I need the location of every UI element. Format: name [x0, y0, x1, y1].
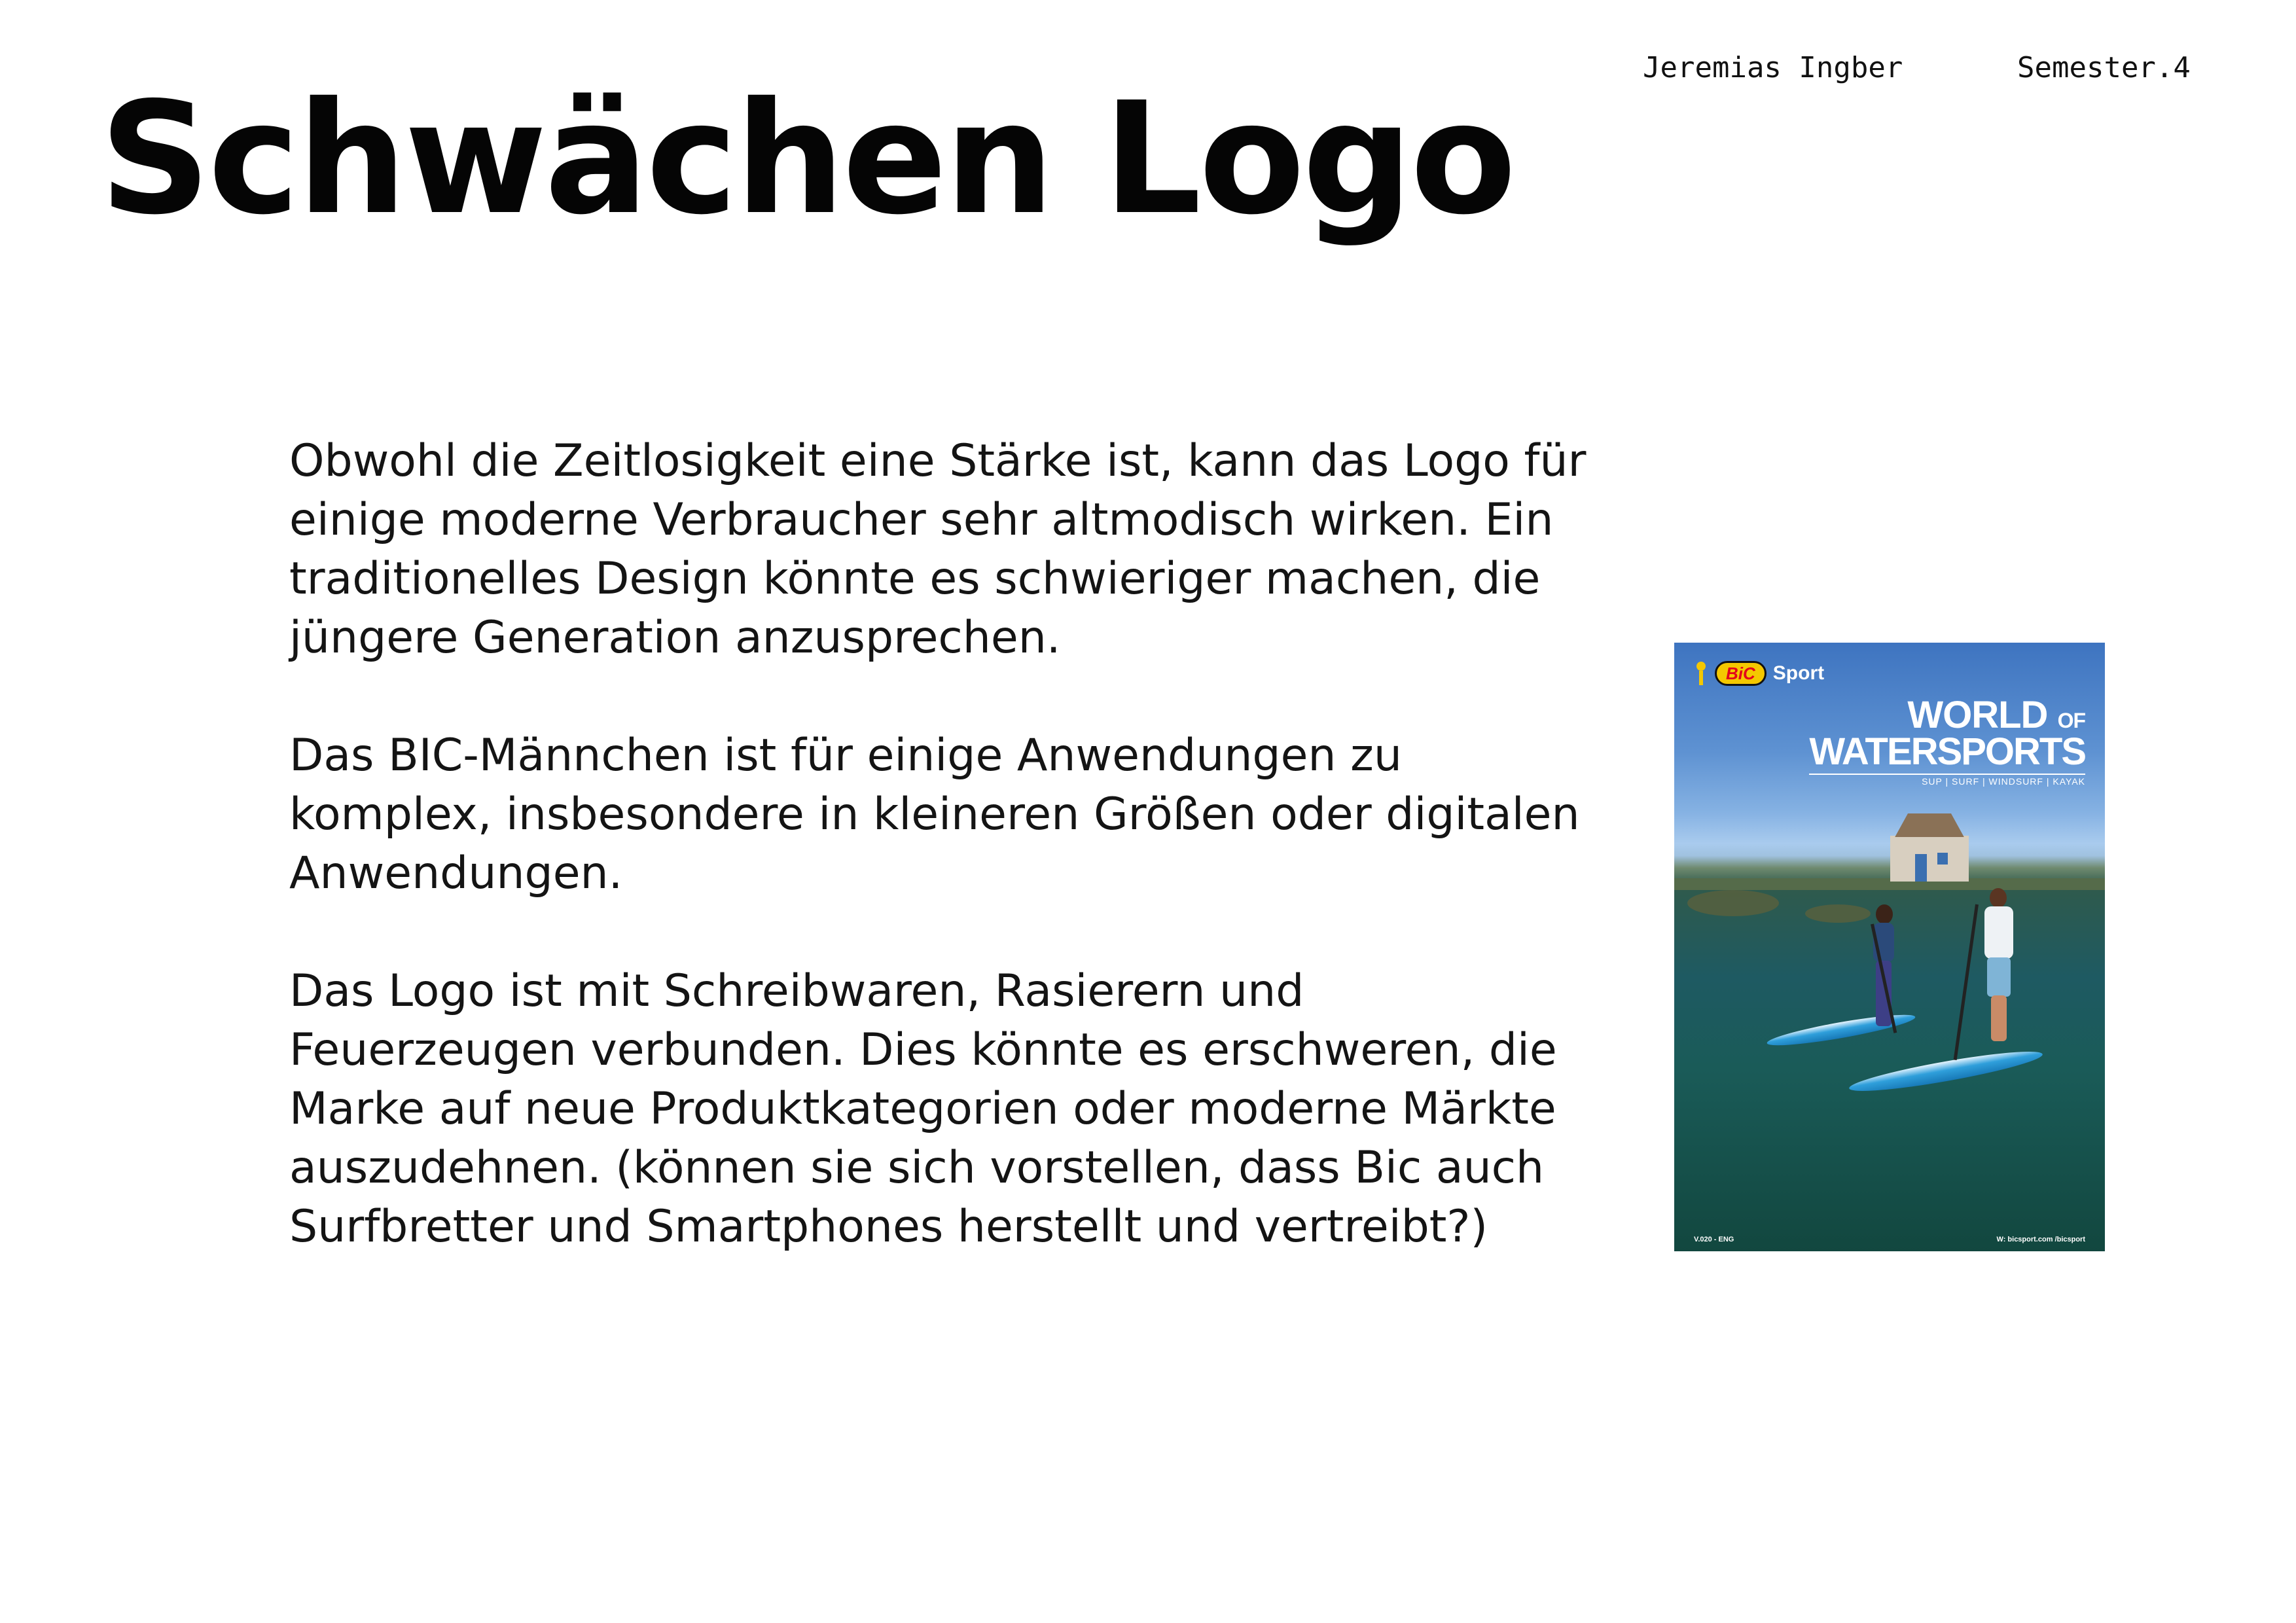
bic-logo-text: BiC — [1715, 661, 1767, 686]
cover-title — [1809, 696, 2085, 786]
cover-website: W: bicsport.com /bicsport — [1996, 1236, 2085, 1243]
cover-title-of: OF — [2057, 709, 2085, 732]
cover-title-world: WORLD — [1907, 694, 2048, 736]
cover-logo — [1694, 661, 1824, 686]
rock — [1687, 890, 1779, 916]
bic-man-icon — [1694, 662, 1708, 685]
cover-title-watersports: WATERSPORTS — [1809, 730, 2085, 773]
paddle — [1954, 904, 1979, 1060]
author-name: Jeremias Ingber — [1643, 51, 1903, 84]
bic-sport-catalog-cover-image — [1674, 643, 2105, 1251]
page-title: Schwächen Logo — [99, 69, 1514, 249]
rock — [1805, 904, 1871, 923]
house-illustration — [1890, 836, 1969, 882]
paragraph-brand-extension: Das Logo ist mit Schreibwaren, Rasierern und Feuerzeugen verbunden. Dies könnte es erschweren, die Marke auf neue Produktkategorien oder moderne Märkte auszudehnen. (können sie sich vorstellen, dass Bic auch Surfbretter und Smartphones herstellt und vertreibt?) — [289, 965, 1557, 1253]
sport-label: Sport — [1772, 662, 1825, 684]
cover-version: V.020 - ENG — [1694, 1236, 1734, 1243]
cover-footer — [1694, 1236, 2085, 1243]
cover-categories: SUP | SURF | WINDSURF | KAYAK — [1809, 774, 2085, 786]
body-text — [289, 432, 1598, 1257]
paddle-board — [1848, 1044, 2045, 1098]
paragraph-timelessness: Obwohl die Zeitlosigkeit eine Stärke ist, kann das Logo für einige moderne Verbraucher sehr altmodisch wirken. Ein traditionelles Design könnte es schwieriger machen, die jüngere Generation anzusprechen. — [289, 435, 1587, 664]
semester-label: Semester.4 — [2017, 51, 2191, 84]
shoreline — [1674, 878, 2105, 890]
paragraph-bic-man: Das BIC-Männchen ist für einige Anwendungen zu komplex, insbesondere in kleineren Größen oder digitalen Anwendungen. — [289, 730, 1580, 899]
